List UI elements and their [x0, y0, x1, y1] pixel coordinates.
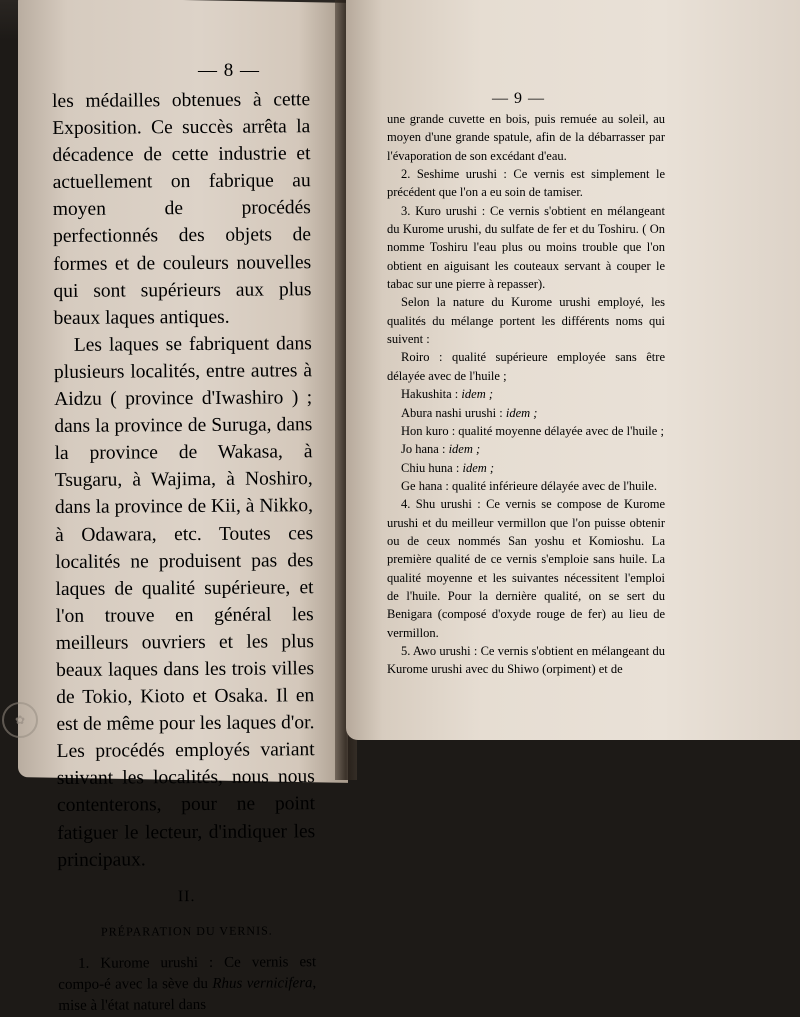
- right-paragraph: 3. Kuro urushi : Ce vernis s'obtient en mélangeant du Kurome urushi, du sulfate de fer et du Toshiru. ( On nomme Toshiru l'eau plus ou moins trouble que l'on obtient en aiguisant les couteaux servant à couper le tabac sur une pierre à repasser).: [387, 203, 665, 292]
- left-paragraph-2: Les laques se fabriquent dans plusieurs localités, entre autres à Aidzu ( province d'Iwashiro ) ; dans la province de Suruga, dans la province de Wakasa, à Tsugaru, à Wajima, à Noshiro, dans la province de Kii, à Nikko, à Odawara, etc. Toutes ces localités ne produisent pas des laques de qualité supérieure, et l'on trouve en général les meilleurs ouvriers et les plus beaux laques dans les trois villes de Tokio, Kioto et Osaka. Il en est de même pour les laques d'or. Les procédés employés variant suivant les localités, nous nous contenterons, pour ne point fatiguer le lecteur, d'indiquer les principaux.: [53, 333, 316, 871]
- right-idem: idem ;: [448, 442, 481, 457]
- left-item-1-italic: Rhus vernicifera: [212, 975, 313, 992]
- right-paragraph: [387, 459, 665, 477]
- left-item-1-text-a: 1. Kurome urushi : Ce vernis est compo-é avec la sève du: [58, 954, 317, 993]
- left-item-1: [58, 952, 316, 1017]
- right-paragraph: [387, 440, 665, 458]
- right-idem: idem ;: [461, 387, 494, 402]
- right-paragraph: [387, 385, 665, 403]
- left-page-number: — 8 —: [198, 60, 260, 81]
- right-paragraph: 2. Seshime urushi : Ce vernis est simplement le précédent que l'on a eu soin de tamiser.: [387, 167, 665, 200]
- right-paragraph: Selon la nature du Kurome urushi employé, les qualités du mélange portent les différents noms qui suivent :: [387, 295, 665, 347]
- right-paragraph: Ge hana : qualité inférieure délayée avec de l'huile.: [401, 478, 657, 493]
- left-item-1-text-b: , mise à l'état naturel dans: [58, 975, 317, 1014]
- right-paragraph: 4. Shu urushi : Ce vernis se compose de Kurome urushi et du meilleur vermillon que l'on puisse obtenir ou de ceux nommés San yoshu et Komioshu. La première qualité de ce vernis s'emploie sans huile. La qualité moyenne et les suivantes nécessitent l'emploi de l'huile. Pour la dernière qualité, on se sert du Benigara (composé d'oxyde rouge de fer) au lieu de vermillon.: [387, 497, 665, 640]
- right-page-number: — 9 —: [492, 90, 545, 107]
- right-page-text: [387, 110, 665, 679]
- section-title: PRÉPARATION DU VERNIS.: [100, 923, 273, 939]
- left-paragraph-1: les médailles obtenues à cette Exposition. Ce succès arrêta la décadence de cette industrie et actuellement on fabrique au moyen de procédés perfectionnés des objets de formes et de couleurs nouvelles qui sont supérieurs aux plus beaux laques antiques.: [52, 89, 312, 329]
- right-idem: idem ;: [505, 405, 538, 420]
- right-paragraph: une grande cuvette en bois, puis remuée au soleil, au moyen d'une grande spatule, afin de la débarrasser par l'évaporation de son excédant d'eau.: [387, 112, 665, 163]
- right-paragraph: [387, 404, 665, 422]
- library-stamp-icon: ✿: [2, 702, 38, 738]
- left-page-text: [52, 86, 316, 1017]
- right-idem: idem ;: [462, 460, 495, 475]
- right-paragraph: Roiro : qualité supérieure employée sans être délayée avec de l'huile ;: [387, 350, 665, 383]
- right-term: Hakushita :: [401, 387, 462, 402]
- right-term: Jo hana :: [401, 442, 449, 457]
- right-paragraph: Hon kuro : qualité moyenne délayée avec de l'huile ;: [401, 423, 664, 438]
- right-term: Abura nashi urushi :: [401, 405, 506, 420]
- right-paragraph: 5. Awo urushi : Ce vernis s'obtient en mélangeant du Kurome urushi avec du Shiwo (orpiment) et de: [387, 643, 665, 677]
- right-term: Chiu huna :: [401, 460, 463, 475]
- section-number: II.: [177, 887, 196, 905]
